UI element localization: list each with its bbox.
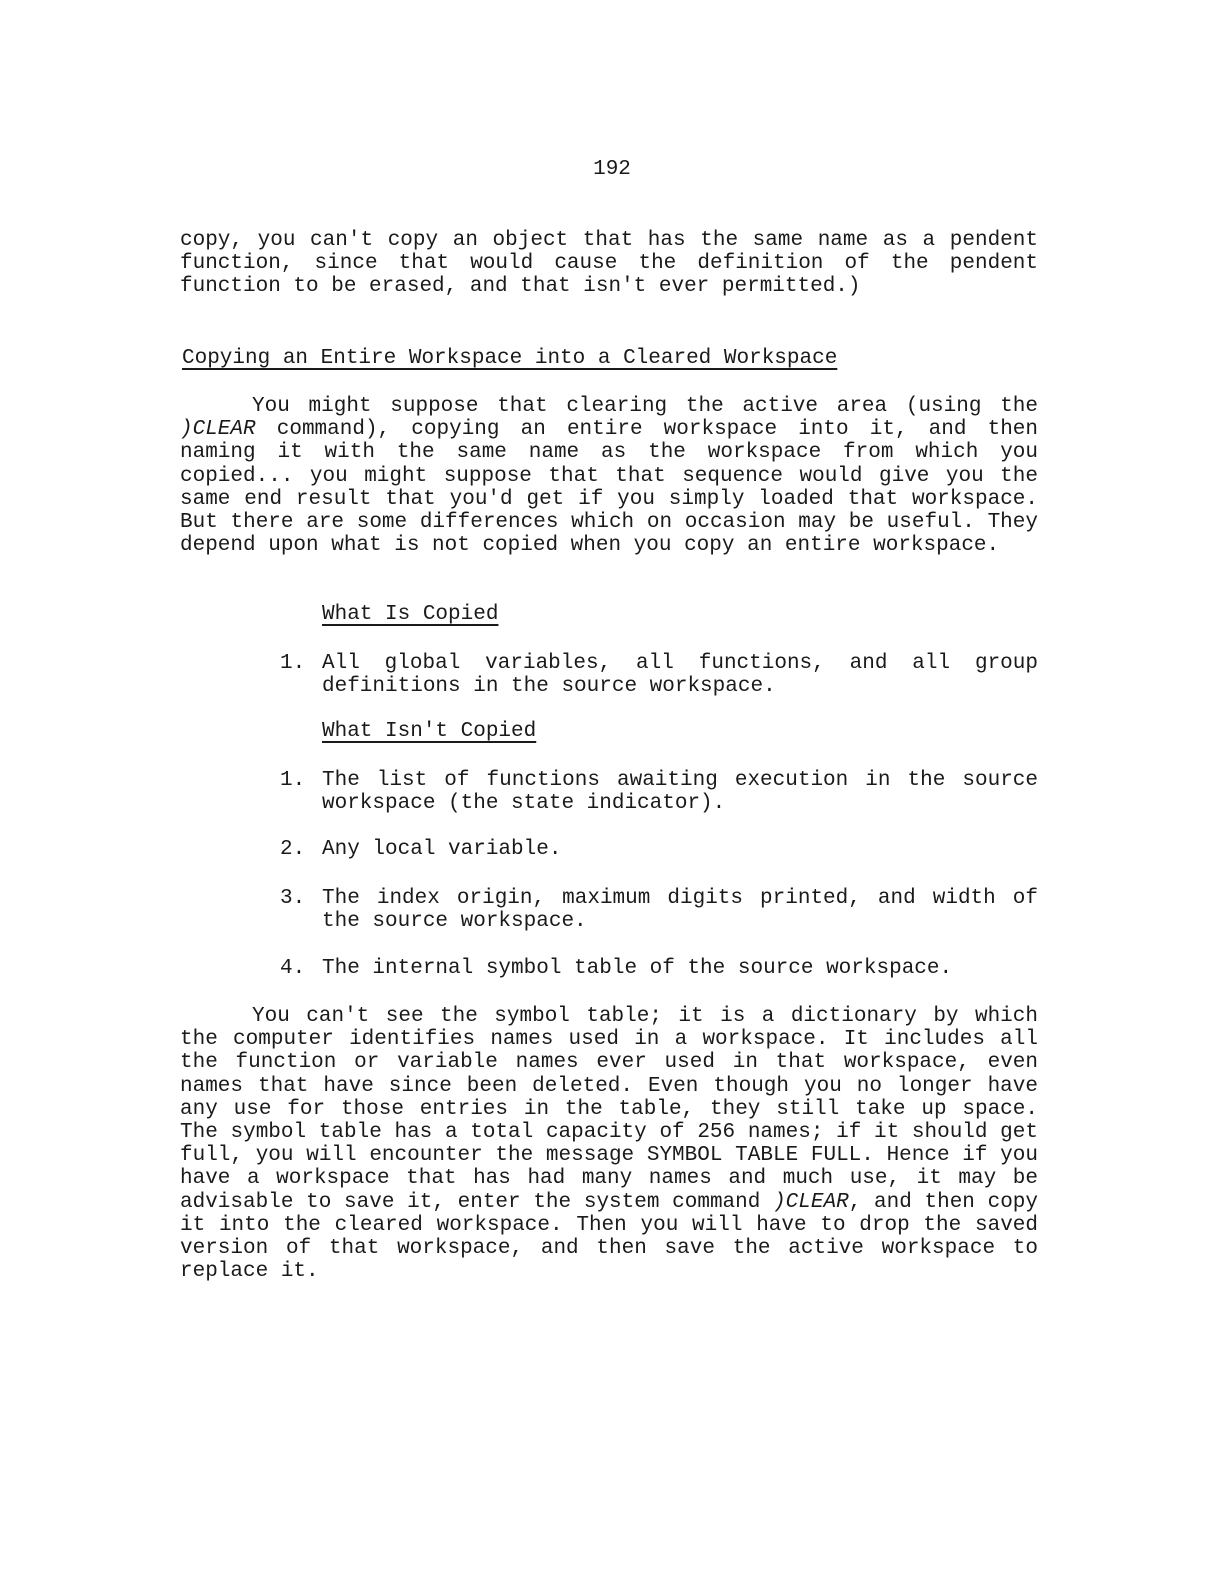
what-isnt-copied-heading: What Isn't Copied xyxy=(322,720,537,743)
paragraph-symbol-table xyxy=(180,1005,1038,1283)
list-item-number: 4. xyxy=(280,957,306,980)
paragraph-clearing-text-before: You might suppose that clearing the active area (using the xyxy=(252,395,1038,418)
paragraph-clearing xyxy=(180,395,1038,557)
list-item xyxy=(280,887,1038,933)
clear-command: )CLEAR xyxy=(773,1190,849,1214)
list-item-number: 2. xyxy=(280,838,306,861)
list-item xyxy=(280,838,1038,861)
what-is-copied-heading: What Is Copied xyxy=(322,603,499,626)
list-item-text: The list of functions awaiting execution in the source workspace (the state indicator). xyxy=(322,769,1038,816)
list-item-number: 3. xyxy=(280,887,306,910)
list-item-text: Any local variable. xyxy=(322,838,562,861)
paragraph-symbol-table-text-after: , and then copy it into the cleared workspace. Then you will have to drop the saved version of that workspace, and then save the active workspace to replace it. xyxy=(180,1190,1039,1284)
section-heading: Copying an Entire Workspace into a Cleared Workspace xyxy=(182,347,838,370)
list-item xyxy=(280,769,1038,815)
clear-command: )CLEAR xyxy=(180,418,256,442)
list-item xyxy=(280,957,1038,980)
list-item-number: 1. xyxy=(280,769,306,792)
intro-paragraph: copy, you can't copy an object that has the same name as a pendent function, since that would cause the definition of the pendent function to be erased, and that isn't ever permitted.) xyxy=(180,229,1038,299)
list-item-number: 1. xyxy=(280,652,306,675)
list-item xyxy=(280,652,1038,698)
paragraph-clearing-text-after: command), copying an entire workspace into it, and then naming it with the same name as the workspace from which you copied... you might suppose that that sequence would give you the same end result that you'd get if you simply loaded that workspace. But there are some differences which on occasion may be useful. They depend upon what is not copied when you copy an entire workspace. xyxy=(180,418,1038,558)
list-item-text: All global variables, all functions, and all group definitions in the source workspace. xyxy=(322,652,1038,699)
paragraph-symbol-table-text-before: You can't see the symbol table; it is a dictionary by which the computer identifies names used in a workspace. It includes all the function or variable names ever used in that workspace, even names that have since been deleted. Even though you no longer have any use for those entries in the table, they still take up space. The symbol table has a total capacity of 256 names; if it should get full, you will encounter the message SYMBOL TABLE FULL. Hence if you have a workspace that has had many names and much use, it may be advisable to save it, enter the system command xyxy=(180,1005,1038,1214)
list-item-text: The internal symbol table of the source workspace. xyxy=(322,957,953,980)
page-number: 192 xyxy=(593,158,631,181)
list-item-text: The index origin, maximum digits printed, and width of the source workspace. xyxy=(322,887,1038,934)
